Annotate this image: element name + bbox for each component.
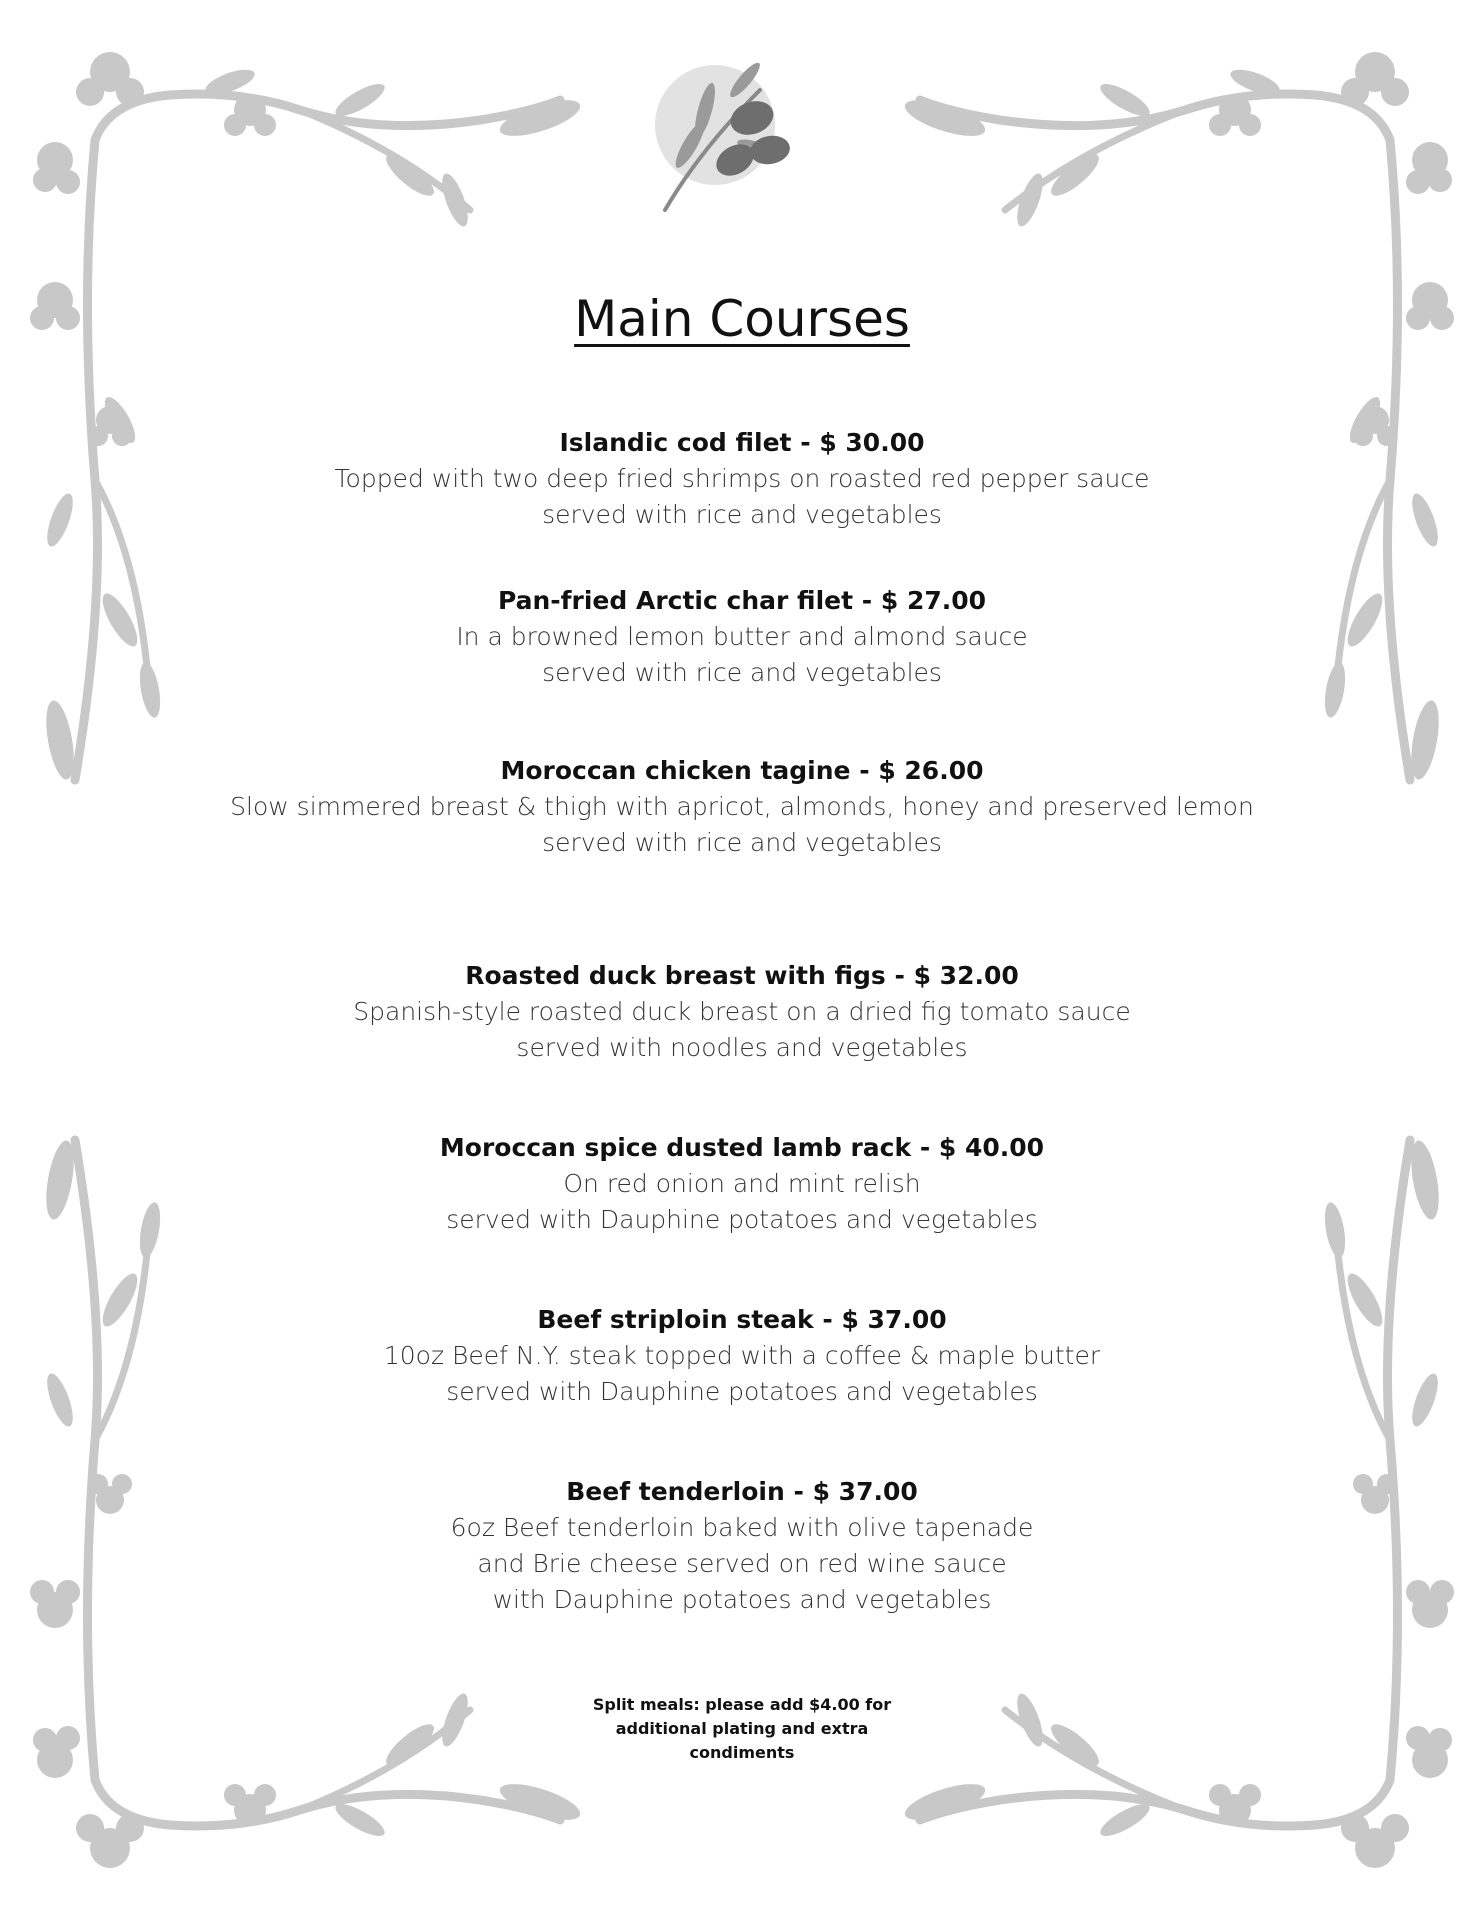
dish-name: Pan-fried Arctic char filet <box>497 586 854 615</box>
page-title: Main Courses <box>574 290 910 348</box>
menu-item <box>0 958 1484 1066</box>
dish-price: $ 37.00 <box>841 1305 947 1334</box>
description-line: and Brie cheese served on red wine sauce <box>477 1549 1007 1578</box>
footnote-line: additional plating and extra <box>615 1719 869 1738</box>
menu-item-heading <box>0 1302 1484 1338</box>
dish-description <box>0 994 1484 1066</box>
dish-description <box>0 619 1484 691</box>
description-line: served with Dauphine potatoes and vegetables <box>446 1205 1038 1234</box>
menu-item-heading <box>0 1474 1484 1510</box>
description-line: Spanish-style roasted duck breast on a dried fig tomato sauce <box>353 997 1131 1026</box>
description-line: Slow simmered breast & thigh with apricot, almonds, honey and preserved lemon <box>230 792 1254 821</box>
description-line: On red onion and mint relish <box>563 1169 921 1198</box>
dish-price: $ 27.00 <box>880 586 987 615</box>
price-separator: - <box>791 428 820 457</box>
menu-item <box>0 583 1484 691</box>
price-separator: - <box>911 1133 939 1162</box>
dish-name: Roasted duck breast with figs <box>465 961 886 990</box>
menu-item <box>0 753 1484 861</box>
description-line: served with rice and vegetables <box>542 658 942 687</box>
description-line: 6oz Beef tenderloin baked with olive tapenade <box>450 1513 1034 1542</box>
dish-name: Beef tenderloin <box>566 1477 785 1506</box>
description-line: In a browned lemon butter and almond sauce <box>456 622 1028 651</box>
split-meals-note <box>570 1693 914 1765</box>
description-line: served with noodles and vegetables <box>516 1033 968 1062</box>
menu-item <box>0 1302 1484 1410</box>
menu-item <box>0 1130 1484 1238</box>
dish-price: $ 32.00 <box>913 961 1019 990</box>
footnote-line: Split meals: please add $4.00 for <box>592 1695 892 1714</box>
dish-price: $ 40.00 <box>938 1133 1045 1162</box>
footnote-line: condiments <box>689 1743 795 1762</box>
menu-item <box>0 1474 1484 1618</box>
price-separator: - <box>784 1477 813 1506</box>
dish-name: Moroccan chicken tagine <box>500 756 851 785</box>
description-line: served with Dauphine potatoes and vegetables <box>446 1377 1038 1406</box>
menu-item-heading <box>0 1130 1484 1166</box>
dish-name: Beef striploin steak <box>537 1305 814 1334</box>
dish-description <box>0 1510 1484 1618</box>
dish-description <box>0 1166 1484 1238</box>
description-line: served with rice and vegetables <box>542 828 942 857</box>
description-line: with Dauphine potatoes and vegetables <box>492 1585 992 1614</box>
menu-item-heading <box>0 753 1484 789</box>
menu-item-heading <box>0 425 1484 461</box>
price-separator: - <box>853 586 881 615</box>
price-separator: - <box>850 756 879 785</box>
dish-description <box>0 1338 1484 1410</box>
dish-price: $ 30.00 <box>819 428 925 457</box>
dish-price: $ 37.00 <box>812 1477 918 1506</box>
dish-price: $ 26.00 <box>878 756 984 785</box>
menu-item-heading <box>0 583 1484 619</box>
menu-item <box>0 425 1484 533</box>
price-separator: - <box>885 961 914 990</box>
olive-branch-icon <box>655 59 792 210</box>
dish-name: Moroccan spice dusted lamb rack <box>439 1133 912 1162</box>
dish-description <box>0 789 1484 861</box>
price-separator: - <box>813 1305 842 1334</box>
menu-item-heading <box>0 958 1484 994</box>
description-line: served with rice and vegetables <box>542 500 942 529</box>
dish-name: Islandic cod filet <box>559 428 792 457</box>
dish-description <box>0 461 1484 533</box>
description-line: Topped with two deep fried shrimps on roasted red pepper sauce <box>334 464 1150 493</box>
description-line: 10oz Beef N.Y. steak topped with a coffee & maple butter <box>383 1341 1101 1370</box>
